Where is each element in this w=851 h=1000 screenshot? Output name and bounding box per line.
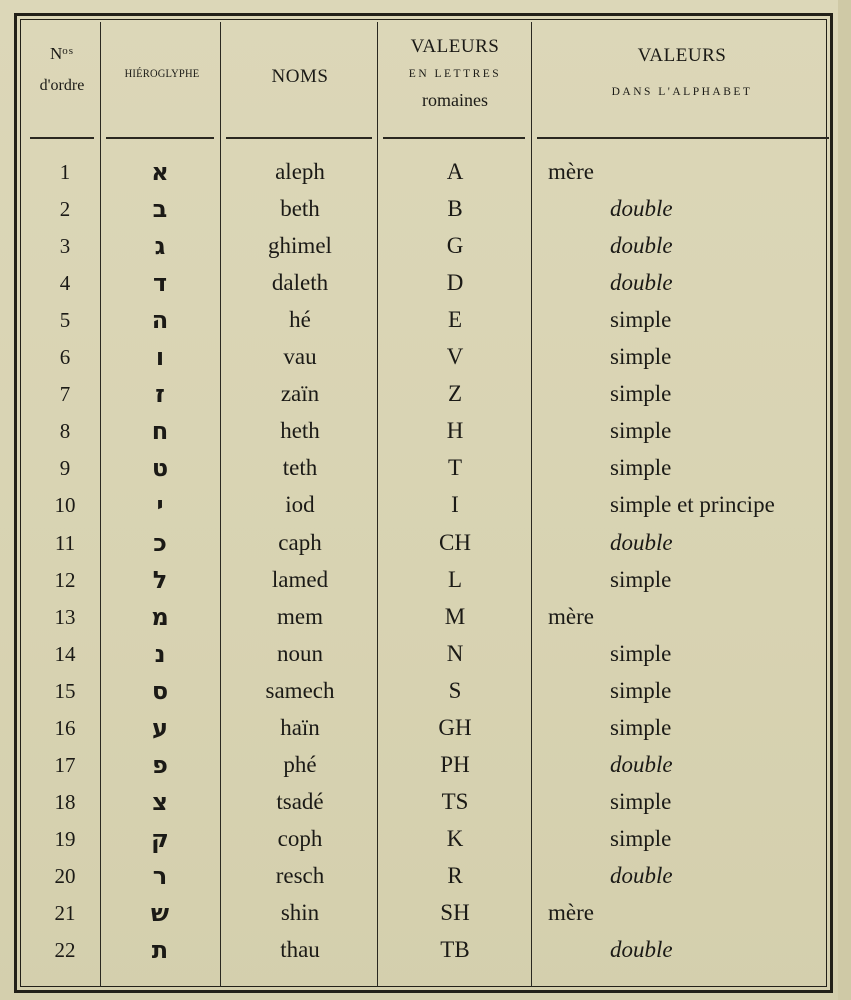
row-number: 12 [54,567,76,592]
row-alphabet-value: simple [610,714,672,740]
row-number: 17 [54,752,76,777]
row-alphabet-value: simple [610,455,672,481]
header-valeurs-lettres [380,36,530,111]
row-number: 15 [54,678,76,703]
row-number: 7 [59,382,71,407]
table-row [0,157,851,194]
row-number: 11 [54,530,76,555]
row-hieroglyph: י [156,491,164,520]
row-name: lamed [271,566,329,592]
row-latin-value: T [447,455,463,481]
row-name: mem [277,603,323,629]
row-name: phé [283,751,317,777]
table-row [0,416,851,453]
row-name: haïn [280,714,320,740]
row-latin-value: E [447,307,463,333]
row-hieroglyph: ה [151,306,169,335]
header-valeurs-alphabet-line1: VALEURS [637,45,727,66]
row-alphabet-value: double [610,270,673,296]
header-number-sup: os [62,45,75,57]
table-row [0,639,851,676]
row-latin-value: R [447,862,463,888]
row-hieroglyph: ס [151,676,169,705]
table-row [0,787,851,824]
row-alphabet-value: simple [610,344,672,370]
row-number: 8 [59,419,71,444]
table-row [0,453,851,490]
row-name: resch [275,862,325,888]
table-row [0,861,851,898]
row-alphabet-value: mère [548,900,594,925]
row-name: noun [277,640,323,666]
row-hieroglyph: ת [151,936,169,965]
header-valeurs-lettres-line1: VALEURS [410,36,500,57]
row-number: 21 [54,901,76,925]
row-alphabet-value: double [610,751,673,777]
row-alphabet-value: double [610,529,673,555]
header-valeurs-lettres-line3: romaines [422,89,488,110]
row-hieroglyph: פ [152,750,168,779]
row-hieroglyph: ד [152,269,168,298]
row-alphabet-value: double [610,937,673,963]
row-latin-value: L [447,566,463,592]
row-latin-value: Z [447,381,463,407]
row-alphabet-value: double [610,233,673,259]
row-name: thau [280,937,320,963]
row-latin-value: PH [440,751,470,777]
table-row [0,194,851,231]
row-hieroglyph: ל [152,565,168,594]
row-latin-value: V [446,344,464,370]
table-row [0,342,851,379]
row-latin-value: H [446,418,464,444]
header-valeurs-lettres-line2: EN LETTRES [408,67,502,80]
table-row [0,268,851,305]
row-name: aleph [275,159,325,184]
row-latin-value: N [446,640,464,666]
row-latin-value: S [448,677,462,703]
row-name: shin [280,900,320,925]
row-hieroglyph: ז [155,380,165,409]
row-hieroglyph: צ [152,787,168,816]
row-latin-value: SH [440,900,470,925]
row-number: 19 [54,826,76,851]
row-alphabet-value: simple [610,640,672,666]
row-name: zaïn [280,381,320,407]
table-row [0,602,851,639]
table-row [0,898,851,935]
row-name: ghimel [268,233,332,259]
row-number: 13 [54,604,76,629]
row-alphabet-value: simple [610,307,672,333]
row-number: 5 [59,308,71,333]
row-hieroglyph: ג [154,232,166,261]
row-alphabet-value: simple [610,788,672,814]
row-latin-value: CH [439,529,471,555]
row-latin-value: K [446,825,464,851]
row-hieroglyph: ח [151,417,169,446]
row-alphabet-value: simple [610,825,672,851]
row-hieroglyph: מ [151,602,169,631]
row-number: 22 [54,938,76,963]
row-name: daleth [271,270,329,296]
header-rule [106,137,214,139]
table-row [0,231,851,268]
row-latin-value: D [446,270,464,296]
row-hieroglyph: ע [152,713,168,742]
table-row [0,565,851,602]
table-row [0,379,851,416]
row-number: 6 [59,345,71,370]
row-hieroglyph: ר [152,861,168,890]
row-name: iod [285,492,315,518]
row-alphabet-value: simple [610,381,672,407]
row-name: beth [280,196,320,222]
header-rule [383,137,525,139]
table-row [0,713,851,750]
table-row [0,750,851,787]
row-latin-value: GH [438,714,472,740]
row-hieroglyph: כ [153,528,167,557]
row-alphabet-value: simple [610,566,672,592]
row-latin-value: A [446,159,464,184]
row-latin-value: B [447,196,463,222]
row-number: 4 [59,271,71,296]
table-row [0,824,851,861]
row-name: coph [277,825,323,851]
table-row [0,305,851,342]
row-number: 20 [54,863,76,888]
row-hieroglyph: ש [150,899,170,927]
row-latin-value: G [446,233,464,259]
row-number: 1 [59,160,71,184]
header-rule [30,137,94,139]
row-alphabet-value: simple [610,677,672,703]
row-name: heth [280,418,320,444]
row-number: 3 [59,234,71,259]
row-hieroglyph: ק [151,824,169,853]
row-latin-value: M [444,603,466,629]
row-name: caph [278,529,322,555]
row-latin-value: TS [441,788,469,814]
header-rule [226,137,372,139]
row-name: vau [283,344,317,370]
header-valeurs-alphabet [534,45,830,100]
row-latin-value: TB [440,937,470,963]
row-number: 9 [59,456,71,481]
row-number: 18 [54,789,76,814]
row-alphabet-value: double [610,862,673,888]
row-number: 14 [54,641,76,666]
row-number: 2 [59,197,71,222]
row-name: samech [265,677,335,703]
row-alphabet-value: mère [548,159,594,184]
row-latin-value: I [451,492,459,518]
header-hieroglyphe: HIÉROGLYPHE [124,66,200,80]
table-row [0,490,851,527]
header-rule [537,137,829,139]
row-name: hé [289,307,311,333]
header-noms: NOMS [271,66,329,87]
row-name: tsadé [276,788,324,814]
row-alphabet-value: simple [610,418,672,444]
row-number: 16 [54,715,76,740]
row-hieroglyph: ב [152,195,168,224]
header-number-line2: d'ordre [39,77,85,95]
row-hieroglyph: ו [155,343,165,372]
row-hieroglyph: נ [154,639,166,668]
row-number: 10 [54,493,76,518]
header-valeurs-alphabet-line2: DANS L'ALPHABET [611,85,753,98]
row-alphabet-value: simple et principe [610,492,775,518]
row-hieroglyph: א [151,158,169,186]
table-row [0,676,851,713]
row-alphabet-value: mère [548,603,594,629]
header-number-n: N [49,44,63,63]
table-row [0,935,851,972]
table-row [0,528,851,565]
row-alphabet-value: double [610,196,673,222]
header-number [24,44,100,96]
row-name: teth [282,455,318,481]
row-hieroglyph: ט [151,454,169,483]
